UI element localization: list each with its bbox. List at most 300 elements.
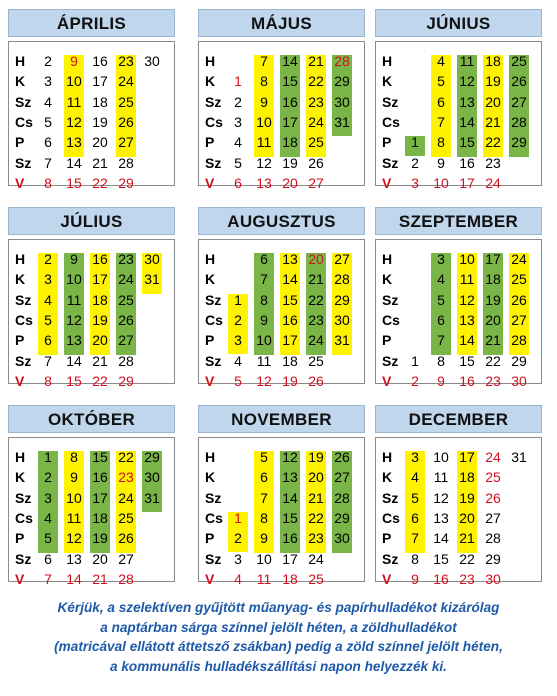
day-number: 29 xyxy=(118,174,134,191)
day-number: 7 xyxy=(44,352,52,369)
day-number: 17 xyxy=(485,251,501,267)
day-number: 28 xyxy=(334,271,350,288)
day-number: 25 xyxy=(485,469,501,486)
day-label: V xyxy=(15,570,25,587)
day-number: 9 xyxy=(260,93,268,110)
day-number: 11 xyxy=(459,271,475,288)
day-number: 20 xyxy=(92,134,108,151)
day-number: 24 xyxy=(485,174,501,191)
day-number: 13 xyxy=(66,550,82,567)
day-label: V xyxy=(382,570,392,587)
day-label: Cs xyxy=(205,113,223,130)
day-number: 8 xyxy=(260,509,268,526)
day-number: 6 xyxy=(234,174,242,191)
day-number: 22 xyxy=(308,291,324,308)
day-number: 8 xyxy=(437,134,445,151)
day-number: 4 xyxy=(234,352,242,369)
day-number: 24 xyxy=(118,73,134,90)
day-number: 7 xyxy=(260,489,268,506)
day-number: 8 xyxy=(437,352,445,369)
day-number: 8 xyxy=(70,449,78,465)
day-number: 14 xyxy=(433,530,449,547)
day-number: 26 xyxy=(308,372,324,389)
day-number: 24 xyxy=(511,251,527,267)
day-label: Sz xyxy=(15,93,32,110)
day-number: 11 xyxy=(256,352,272,369)
day-number: 6 xyxy=(260,469,268,486)
day-number: 18 xyxy=(282,134,298,151)
day-number: 22 xyxy=(118,449,134,465)
day-number: 25 xyxy=(118,291,134,308)
day-number: 7 xyxy=(437,113,445,130)
day-number: 3 xyxy=(234,113,242,130)
day-label: Sz xyxy=(15,489,32,506)
month-days xyxy=(375,437,542,587)
day-number: 20 xyxy=(92,332,108,349)
day-number: 29 xyxy=(485,550,501,567)
day-number: 11 xyxy=(459,53,475,69)
day-number: 6 xyxy=(437,93,445,110)
day-label: Cs xyxy=(15,509,33,526)
month-days xyxy=(375,41,542,191)
day-number: 19 xyxy=(92,311,108,328)
day-label: K xyxy=(205,271,216,288)
day-number: 7 xyxy=(260,53,268,69)
month-4 xyxy=(8,207,175,389)
footer-line-3: (matricával ellátott áttetsző zsákban) pedig a zöld színnel jelölt héten, xyxy=(54,639,503,654)
day-number: 28 xyxy=(485,530,501,547)
day-number: 29 xyxy=(511,352,527,369)
day-number: 7 xyxy=(437,332,445,349)
day-number: 21 xyxy=(92,352,108,369)
day-number: 9 xyxy=(70,53,78,69)
day-number: 16 xyxy=(282,311,298,328)
day-number: 5 xyxy=(260,449,268,465)
day-number: 30 xyxy=(485,570,501,587)
day-label: Sz xyxy=(205,550,222,567)
day-number: 16 xyxy=(433,570,449,587)
day-number: 10 xyxy=(433,174,449,191)
day-number: 26 xyxy=(485,489,501,506)
day-label: P xyxy=(205,134,215,151)
day-label: H xyxy=(205,251,216,267)
day-number: 19 xyxy=(308,449,324,465)
day-number: 28 xyxy=(334,53,350,69)
month-title: AUGUSZTUS xyxy=(198,207,365,235)
day-number: 10 xyxy=(256,332,272,349)
day-number: 23 xyxy=(118,53,134,69)
day-number: 26 xyxy=(118,113,134,130)
day-label: Sz xyxy=(205,489,222,506)
day-number: 22 xyxy=(308,509,324,526)
day-number: 20 xyxy=(282,174,298,191)
day-number: 30 xyxy=(144,53,160,69)
day-number: 10 xyxy=(433,449,449,465)
day-label: Sz xyxy=(15,550,32,567)
day-number: 29 xyxy=(334,73,350,90)
month-2 xyxy=(198,9,365,191)
day-label: H xyxy=(205,449,216,465)
day-number: 21 xyxy=(308,53,324,69)
day-number: 19 xyxy=(485,73,501,90)
day-number: 9 xyxy=(70,469,78,486)
day-number: 14 xyxy=(66,352,82,369)
footer-line-4: a kommunális hulladékszállítási napon helyezzék ki. xyxy=(110,658,447,674)
day-number: 18 xyxy=(485,271,501,288)
day-number: 18 xyxy=(485,53,501,69)
day-number: 27 xyxy=(511,93,527,110)
day-number: 23 xyxy=(459,570,475,587)
day-label: V xyxy=(382,372,392,389)
day-number: 29 xyxy=(334,509,350,526)
month-5 xyxy=(198,207,365,389)
day-number: 13 xyxy=(459,311,475,328)
day-number: 15 xyxy=(282,73,298,90)
day-number: 20 xyxy=(92,550,108,567)
day-number: 6 xyxy=(44,134,52,151)
day-label: Sz xyxy=(382,550,399,567)
day-label: K xyxy=(15,469,26,486)
day-number: 7 xyxy=(260,271,268,288)
day-number: 31 xyxy=(334,113,350,130)
day-number: 5 xyxy=(44,311,52,328)
day-label: K xyxy=(205,73,216,90)
day-label: V xyxy=(205,174,215,191)
day-number: 31 xyxy=(511,449,527,465)
day-number: 4 xyxy=(44,93,52,110)
day-label: Sz xyxy=(382,154,399,171)
day-number: 11 xyxy=(433,469,449,486)
day-number: 7 xyxy=(411,530,419,547)
day-number: 28 xyxy=(118,154,134,171)
day-number: 15 xyxy=(92,449,108,465)
day-number: 30 xyxy=(334,311,350,328)
day-number: 9 xyxy=(411,570,419,587)
day-number: 5 xyxy=(44,530,52,547)
day-number: 18 xyxy=(459,469,475,486)
day-number: 15 xyxy=(433,550,449,567)
day-number: 10 xyxy=(66,271,82,288)
day-number: 12 xyxy=(256,372,272,389)
day-number: 14 xyxy=(66,154,82,171)
day-number: 21 xyxy=(92,154,108,171)
day-number: 29 xyxy=(334,291,350,308)
day-number: 8 xyxy=(260,291,268,308)
day-number: 1 xyxy=(411,352,419,369)
day-number: 23 xyxy=(485,372,501,389)
day-number: 2 xyxy=(234,311,242,328)
day-number: 5 xyxy=(437,73,445,90)
day-number: 17 xyxy=(282,332,298,349)
day-number: 9 xyxy=(437,372,445,389)
month-9 xyxy=(375,405,542,587)
day-number: 13 xyxy=(66,332,82,349)
day-number: 7 xyxy=(44,570,52,587)
day-number: 15 xyxy=(282,291,298,308)
day-number: 11 xyxy=(66,509,82,526)
day-number: 18 xyxy=(92,93,108,110)
day-number: 15 xyxy=(66,372,82,389)
day-number: 26 xyxy=(511,291,527,308)
day-label: Cs xyxy=(15,113,33,130)
day-number: 2 xyxy=(44,53,52,69)
day-number: 21 xyxy=(92,570,108,587)
day-number: 8 xyxy=(411,550,419,567)
day-number: 19 xyxy=(459,489,475,506)
day-number: 27 xyxy=(308,174,324,191)
day-number: 17 xyxy=(282,550,298,567)
month-title: MÁJUS xyxy=(198,9,365,37)
day-number: 14 xyxy=(282,53,298,69)
month-3 xyxy=(375,9,542,191)
day-label: P xyxy=(15,332,25,349)
day-label: V xyxy=(205,570,215,587)
day-label: Cs xyxy=(382,509,400,526)
day-number: 2 xyxy=(44,251,52,267)
day-label: K xyxy=(382,469,393,486)
day-number: 16 xyxy=(459,154,475,171)
day-number: 13 xyxy=(66,134,82,151)
day-label: H xyxy=(15,251,26,267)
day-number: 28 xyxy=(511,332,527,349)
footer-line-1: Kérjük, a szelektíven gyűjtött műanyag- és papírhulladékot kizárólag xyxy=(57,600,500,615)
day-number: 23 xyxy=(308,530,324,547)
day-number: 27 xyxy=(118,134,134,151)
day-label: V xyxy=(15,372,25,389)
day-number: 23 xyxy=(485,154,501,171)
day-number: 20 xyxy=(308,251,324,267)
day-label: H xyxy=(382,53,393,69)
month-days xyxy=(8,41,175,191)
day-number: 25 xyxy=(118,93,134,110)
month-title: SZEPTEMBER xyxy=(375,207,542,235)
month-days xyxy=(198,41,365,191)
day-number: 4 xyxy=(44,509,52,526)
day-number: 7 xyxy=(44,154,52,171)
day-number: 25 xyxy=(511,271,527,288)
month-days xyxy=(198,239,365,389)
day-number: 27 xyxy=(118,332,134,349)
day-number: 24 xyxy=(118,271,134,288)
day-number: 25 xyxy=(118,509,134,526)
day-number: 11 xyxy=(256,134,272,151)
day-number: 12 xyxy=(256,154,272,171)
day-number: 14 xyxy=(282,489,298,506)
day-number: 16 xyxy=(282,530,298,547)
day-label: K xyxy=(382,73,393,90)
day-number: 24 xyxy=(485,449,501,465)
day-label: Sz xyxy=(205,154,222,171)
day-number: 13 xyxy=(256,174,272,191)
day-number: 14 xyxy=(282,271,298,288)
day-number: 12 xyxy=(433,489,449,506)
day-number: 10 xyxy=(459,251,475,267)
day-number: 19 xyxy=(282,154,298,171)
day-number: 1 xyxy=(234,73,242,90)
day-number: 3 xyxy=(44,489,52,506)
day-number: 3 xyxy=(44,73,52,90)
day-number: 2 xyxy=(411,372,419,389)
month-title: JÚLIUS xyxy=(8,207,175,235)
month-title: ÁPRILIS xyxy=(8,9,175,37)
day-number: 21 xyxy=(308,489,324,506)
day-number: 16 xyxy=(92,251,108,267)
day-number: 9 xyxy=(437,154,445,171)
day-number: 26 xyxy=(334,449,350,465)
month-7 xyxy=(8,405,175,587)
day-number: 1 xyxy=(411,134,419,151)
day-label: Sz xyxy=(382,93,399,110)
day-label: K xyxy=(15,271,26,288)
day-number: 18 xyxy=(92,291,108,308)
day-label: H xyxy=(382,449,393,465)
day-number: 4 xyxy=(437,53,445,69)
day-number: 17 xyxy=(92,271,108,288)
day-number: 4 xyxy=(411,469,419,486)
day-label: P xyxy=(15,134,25,151)
day-number: 3 xyxy=(234,550,242,567)
day-number: 9 xyxy=(260,311,268,328)
day-label: K xyxy=(382,271,393,288)
day-number: 2 xyxy=(234,530,242,547)
day-number: 2 xyxy=(411,154,419,171)
day-number: 14 xyxy=(459,113,475,130)
day-label: Sz xyxy=(15,291,32,308)
day-number: 27 xyxy=(485,509,501,526)
day-number: 26 xyxy=(118,530,134,547)
month-title: OKTÓBER xyxy=(8,405,175,433)
day-label: K xyxy=(205,469,216,486)
day-label: H xyxy=(15,449,26,465)
day-number: 5 xyxy=(234,154,242,171)
day-number: 12 xyxy=(66,311,82,328)
day-number: 14 xyxy=(66,570,82,587)
day-number: 19 xyxy=(485,291,501,308)
day-number: 5 xyxy=(437,291,445,308)
day-number: 12 xyxy=(459,73,475,90)
month-6 xyxy=(375,207,542,389)
day-number: 19 xyxy=(92,530,108,547)
month-days xyxy=(375,239,542,389)
day-number: 27 xyxy=(334,469,350,486)
day-number: 21 xyxy=(485,113,501,130)
day-label: Sz xyxy=(205,291,222,308)
day-number: 4 xyxy=(234,570,242,587)
day-number: 3 xyxy=(437,251,445,267)
day-number: 16 xyxy=(459,372,475,389)
day-label: H xyxy=(382,251,393,267)
month-days xyxy=(8,239,175,389)
day-label: Sz xyxy=(15,352,32,369)
day-number: 28 xyxy=(511,113,527,130)
day-number: 26 xyxy=(308,154,324,171)
day-label: P xyxy=(15,530,25,547)
day-label: Sz xyxy=(15,154,32,171)
day-label: H xyxy=(205,53,216,69)
day-number: 28 xyxy=(118,570,134,587)
day-number: 17 xyxy=(282,113,298,130)
day-number: 22 xyxy=(485,134,501,151)
day-label: Sz xyxy=(382,291,399,308)
day-number: 5 xyxy=(411,489,419,506)
day-number: 24 xyxy=(308,332,324,349)
day-number: 12 xyxy=(66,530,82,547)
day-number: 23 xyxy=(118,251,134,267)
day-number: 5 xyxy=(234,372,242,389)
day-number: 13 xyxy=(459,93,475,110)
day-number: 17 xyxy=(92,73,108,90)
day-number: 30 xyxy=(144,251,160,267)
day-number: 27 xyxy=(334,251,350,267)
day-number: 3 xyxy=(234,332,242,349)
day-number: 17 xyxy=(92,489,108,506)
day-number: 16 xyxy=(282,93,298,110)
day-label: Cs xyxy=(15,311,33,328)
day-number: 18 xyxy=(282,570,298,587)
day-number: 16 xyxy=(92,53,108,69)
day-label: Sz xyxy=(205,352,222,369)
day-number: 26 xyxy=(511,73,527,90)
day-number: 6 xyxy=(44,550,52,567)
day-label: V xyxy=(205,372,215,389)
day-number: 19 xyxy=(282,372,298,389)
month-1 xyxy=(8,9,175,191)
day-number: 25 xyxy=(308,570,324,587)
day-number: 10 xyxy=(256,113,272,130)
day-number: 25 xyxy=(308,352,324,369)
day-label: P xyxy=(382,530,392,547)
day-number: 15 xyxy=(459,352,475,369)
day-number: 6 xyxy=(437,311,445,328)
day-number: 6 xyxy=(260,251,268,267)
day-number: 29 xyxy=(144,449,160,465)
month-title: JÚNIUS xyxy=(375,9,542,37)
day-number: 8 xyxy=(44,174,52,191)
day-number: 25 xyxy=(511,53,527,69)
day-number: 15 xyxy=(66,174,82,191)
day-number: 11 xyxy=(256,570,272,587)
day-label: Cs xyxy=(382,311,400,328)
day-label: H xyxy=(15,53,26,69)
day-number: 26 xyxy=(118,311,134,328)
day-label: Sz xyxy=(382,352,399,369)
day-number: 13 xyxy=(433,509,449,526)
day-number: 22 xyxy=(485,352,501,369)
day-number: 30 xyxy=(511,372,527,389)
day-label: Cs xyxy=(205,509,223,526)
day-number: 25 xyxy=(308,134,324,151)
day-number: 8 xyxy=(44,372,52,389)
day-number: 10 xyxy=(66,489,82,506)
day-label: P xyxy=(205,530,215,547)
day-number: 23 xyxy=(118,469,134,486)
month-title: NOVEMBER xyxy=(198,405,365,433)
day-label: Cs xyxy=(382,113,400,130)
day-number: 12 xyxy=(282,449,298,465)
day-number: 29 xyxy=(511,134,527,151)
day-number: 24 xyxy=(308,550,324,567)
day-number: 20 xyxy=(485,93,501,110)
day-number: 29 xyxy=(118,372,134,389)
day-number: 23 xyxy=(308,311,324,328)
day-number: 31 xyxy=(334,332,350,349)
day-number: 10 xyxy=(66,73,82,90)
day-number: 13 xyxy=(282,251,298,267)
day-number: 22 xyxy=(308,73,324,90)
day-number: 30 xyxy=(334,93,350,110)
day-number: 1 xyxy=(44,449,52,465)
day-number: 1 xyxy=(234,509,242,526)
